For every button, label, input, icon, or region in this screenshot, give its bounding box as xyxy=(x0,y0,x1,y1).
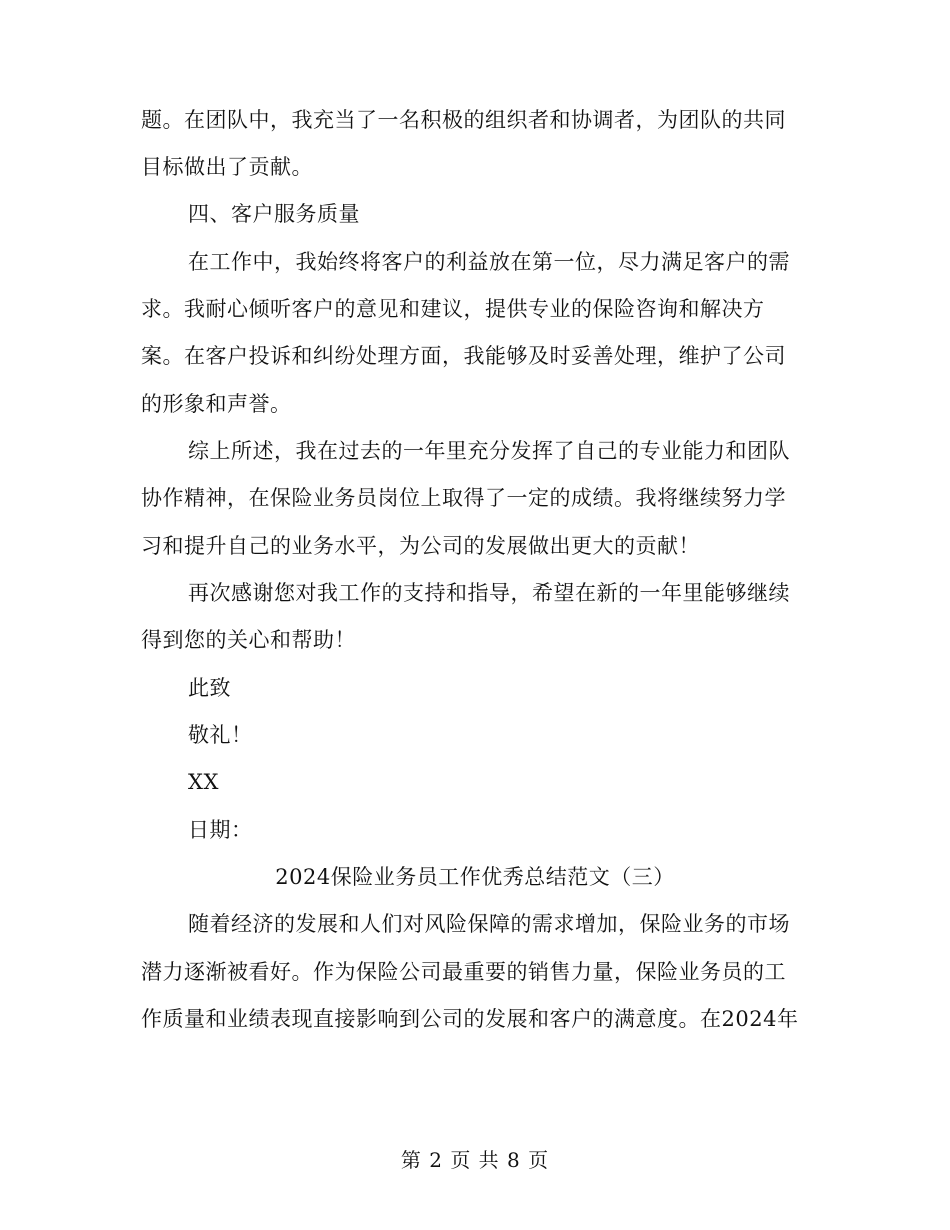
date-label: 日期： xyxy=(188,818,253,842)
section-heading: 四、客户服务质量 xyxy=(188,202,360,226)
body-text-line: 随着经济的发展和人们对风险保障的需求增加，保险业务的市场 xyxy=(188,912,790,936)
body-text-line: 协作精神，在保险业务员岗位上取得了一定的成绩。我将继续努力学 xyxy=(141,486,786,510)
body-text-line: 目标做出了贡献。 xyxy=(141,155,313,179)
page-number-footer: 第 2 页 共 8 页 xyxy=(400,1148,550,1172)
section-title: 2024保险业务员工作优秀总结范文（三） xyxy=(275,865,675,889)
body-text-line: 题。在团队中，我充当了一名积极的组织者和协调者，为团队的共同 xyxy=(141,108,786,132)
body-text-line: 案。在客户投诉和纠纷处理方面，我能够及时妥善处理，维护了公司 xyxy=(141,344,786,368)
body-text-line: 综上所述，我在过去的一年里充分发挥了自己的专业能力和团队 xyxy=(188,439,790,463)
closing-regards: 敬礼！ xyxy=(188,723,253,747)
body-text-line: 求。我耐心倾听客户的意见和建议，提供专业的保险咨询和解决方 xyxy=(141,297,765,321)
body-text-line: 的形象和声誉。 xyxy=(141,392,292,416)
closing-salutation: 此致 xyxy=(188,676,231,700)
body-text-line: 作质量和业绩表现直接影响到公司的发展和客户的满意度。在2024年 xyxy=(141,1007,799,1031)
body-text-line: 习和提升自己的业务水平，为公司的发展做出更大的贡献！ xyxy=(141,534,700,558)
signature-name: XX xyxy=(188,770,219,794)
body-text-line: 再次感谢您对我工作的支持和指导，希望在新的一年里能够继续 xyxy=(188,581,790,605)
body-text-line: 得到您的关心和帮助！ xyxy=(141,628,356,652)
body-text-line: 潜力逐渐被看好。作为保险公司最重要的销售力量，保险业务员的工 xyxy=(141,960,786,984)
body-text-line: 在工作中，我始终将客户的利益放在第一位，尽力满足客户的需 xyxy=(188,250,790,274)
